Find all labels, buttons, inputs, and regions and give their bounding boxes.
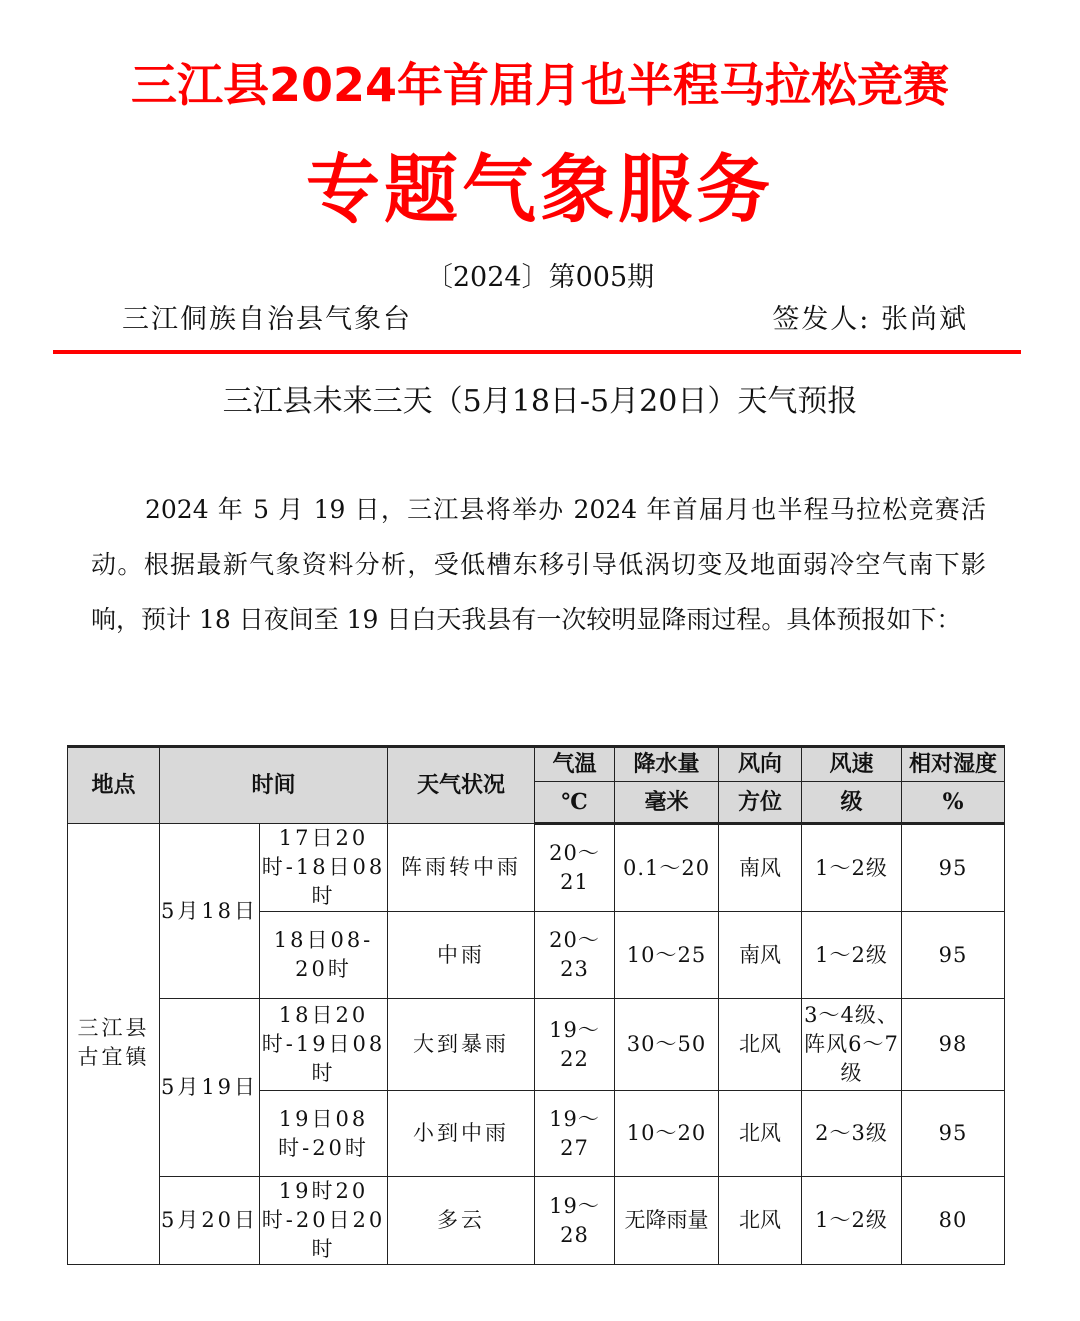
weather-cell: 多云: [388, 1177, 535, 1265]
humidity-cell: 98: [902, 999, 1005, 1091]
wind-direction-cell: 北风: [719, 1177, 802, 1265]
header-temperature: 气温: [535, 747, 615, 782]
header-weather: 天气状况: [388, 747, 535, 824]
unit-wind-direction: 方位: [719, 782, 802, 824]
humidity-cell: 95: [902, 1091, 1005, 1177]
location-cell: 三江县古宜镇: [68, 824, 160, 1265]
date-cell: 5月19日: [160, 999, 260, 1177]
precipitation-cell: 无降雨量: [615, 1177, 719, 1265]
issue-number: 〔2024〕第005期: [425, 262, 655, 293]
forecast-title: 三江县未来三天（5月18日-5月20日）天气预报: [222, 384, 858, 419]
wind-speed-cell: 2～3级: [802, 1091, 902, 1177]
document-subtitle: 专题气象服务: [306, 147, 774, 233]
humidity-cell: 95: [902, 912, 1005, 999]
period-cell: 19日08时-20时: [260, 1091, 388, 1177]
table-row: [68, 1177, 1005, 1265]
table-row: [68, 824, 1005, 912]
header-wind-speed: 风速: [802, 747, 902, 782]
precipitation-cell: 10～25: [615, 912, 719, 999]
weather-cell: 小到中雨: [388, 1091, 535, 1177]
document-title: 三江县2024年首届月也半程马拉松竞赛: [130, 58, 950, 112]
humidity-cell: 95: [902, 824, 1005, 912]
date-cell: 5月20日: [160, 1177, 260, 1265]
header-location: 地点: [68, 747, 160, 824]
intro-text: 2024 年 5 月 19 日，三江县将举办 2024 年首届月也半程马拉松竞赛活动。根据最新气象资料分析，受低槽东移引导低涡切变及地面弱冷空气南下影响，预计 18 日夜间至 19 日白天我县有一次较明显降雨过程。具体预报如下：: [91, 495, 986, 634]
weather-cell: 中雨: [388, 912, 535, 999]
precipitation-cell: 30～50: [615, 999, 719, 1091]
temperature-cell: 19～28: [535, 1177, 615, 1265]
wind-speed-cell: 1～2级: [802, 912, 902, 999]
wind-direction-cell: 南风: [719, 912, 802, 999]
wind-speed-cell: 1～2级: [802, 1177, 902, 1265]
issuing-organization: 三江侗族自治县气象台: [122, 304, 412, 335]
unit-precipitation: 毫米: [615, 782, 719, 824]
header-humidity: 相对湿度: [902, 747, 1005, 782]
header-wind-direction: 风向: [719, 747, 802, 782]
temperature-cell: 20～21: [535, 824, 615, 912]
weather-cell: 阵雨转中雨: [388, 824, 535, 912]
signer: 签发人: 张尚斌: [772, 304, 968, 335]
forecast-table: [67, 745, 1005, 1265]
unit-wind-speed: 级: [802, 782, 902, 824]
intro-paragraph: [91, 482, 986, 647]
wind-speed-cell: 3～4级、阵风6～7级: [802, 999, 902, 1091]
date-cell: 5月18日: [160, 824, 260, 999]
unit-temperature: ℃: [535, 782, 615, 824]
header-time: 时间: [160, 747, 388, 824]
wind-direction-cell: 南风: [719, 824, 802, 912]
red-divider: [53, 350, 1021, 354]
temperature-cell: 20～23: [535, 912, 615, 999]
wind-direction-cell: 北风: [719, 1091, 802, 1177]
precipitation-cell: 0.1～20: [615, 824, 719, 912]
header-precipitation: 降水量: [615, 747, 719, 782]
humidity-cell: 80: [902, 1177, 1005, 1265]
weather-cell: 大到暴雨: [388, 999, 535, 1091]
temperature-cell: 19～27: [535, 1091, 615, 1177]
wind-direction-cell: 北风: [719, 999, 802, 1091]
period-cell: 18日20时-19日08时: [260, 999, 388, 1091]
period-cell: 18日08-20时: [260, 912, 388, 999]
temperature-cell: 19～22: [535, 999, 615, 1091]
unit-humidity: %: [902, 782, 1005, 824]
wind-speed-cell: 1～2级: [802, 824, 902, 912]
period-cell: 19时20时-20日20时: [260, 1177, 388, 1265]
precipitation-cell: 10～20: [615, 1091, 719, 1177]
table-row: [68, 999, 1005, 1091]
period-cell: 17日20时-18日08时: [260, 824, 388, 912]
